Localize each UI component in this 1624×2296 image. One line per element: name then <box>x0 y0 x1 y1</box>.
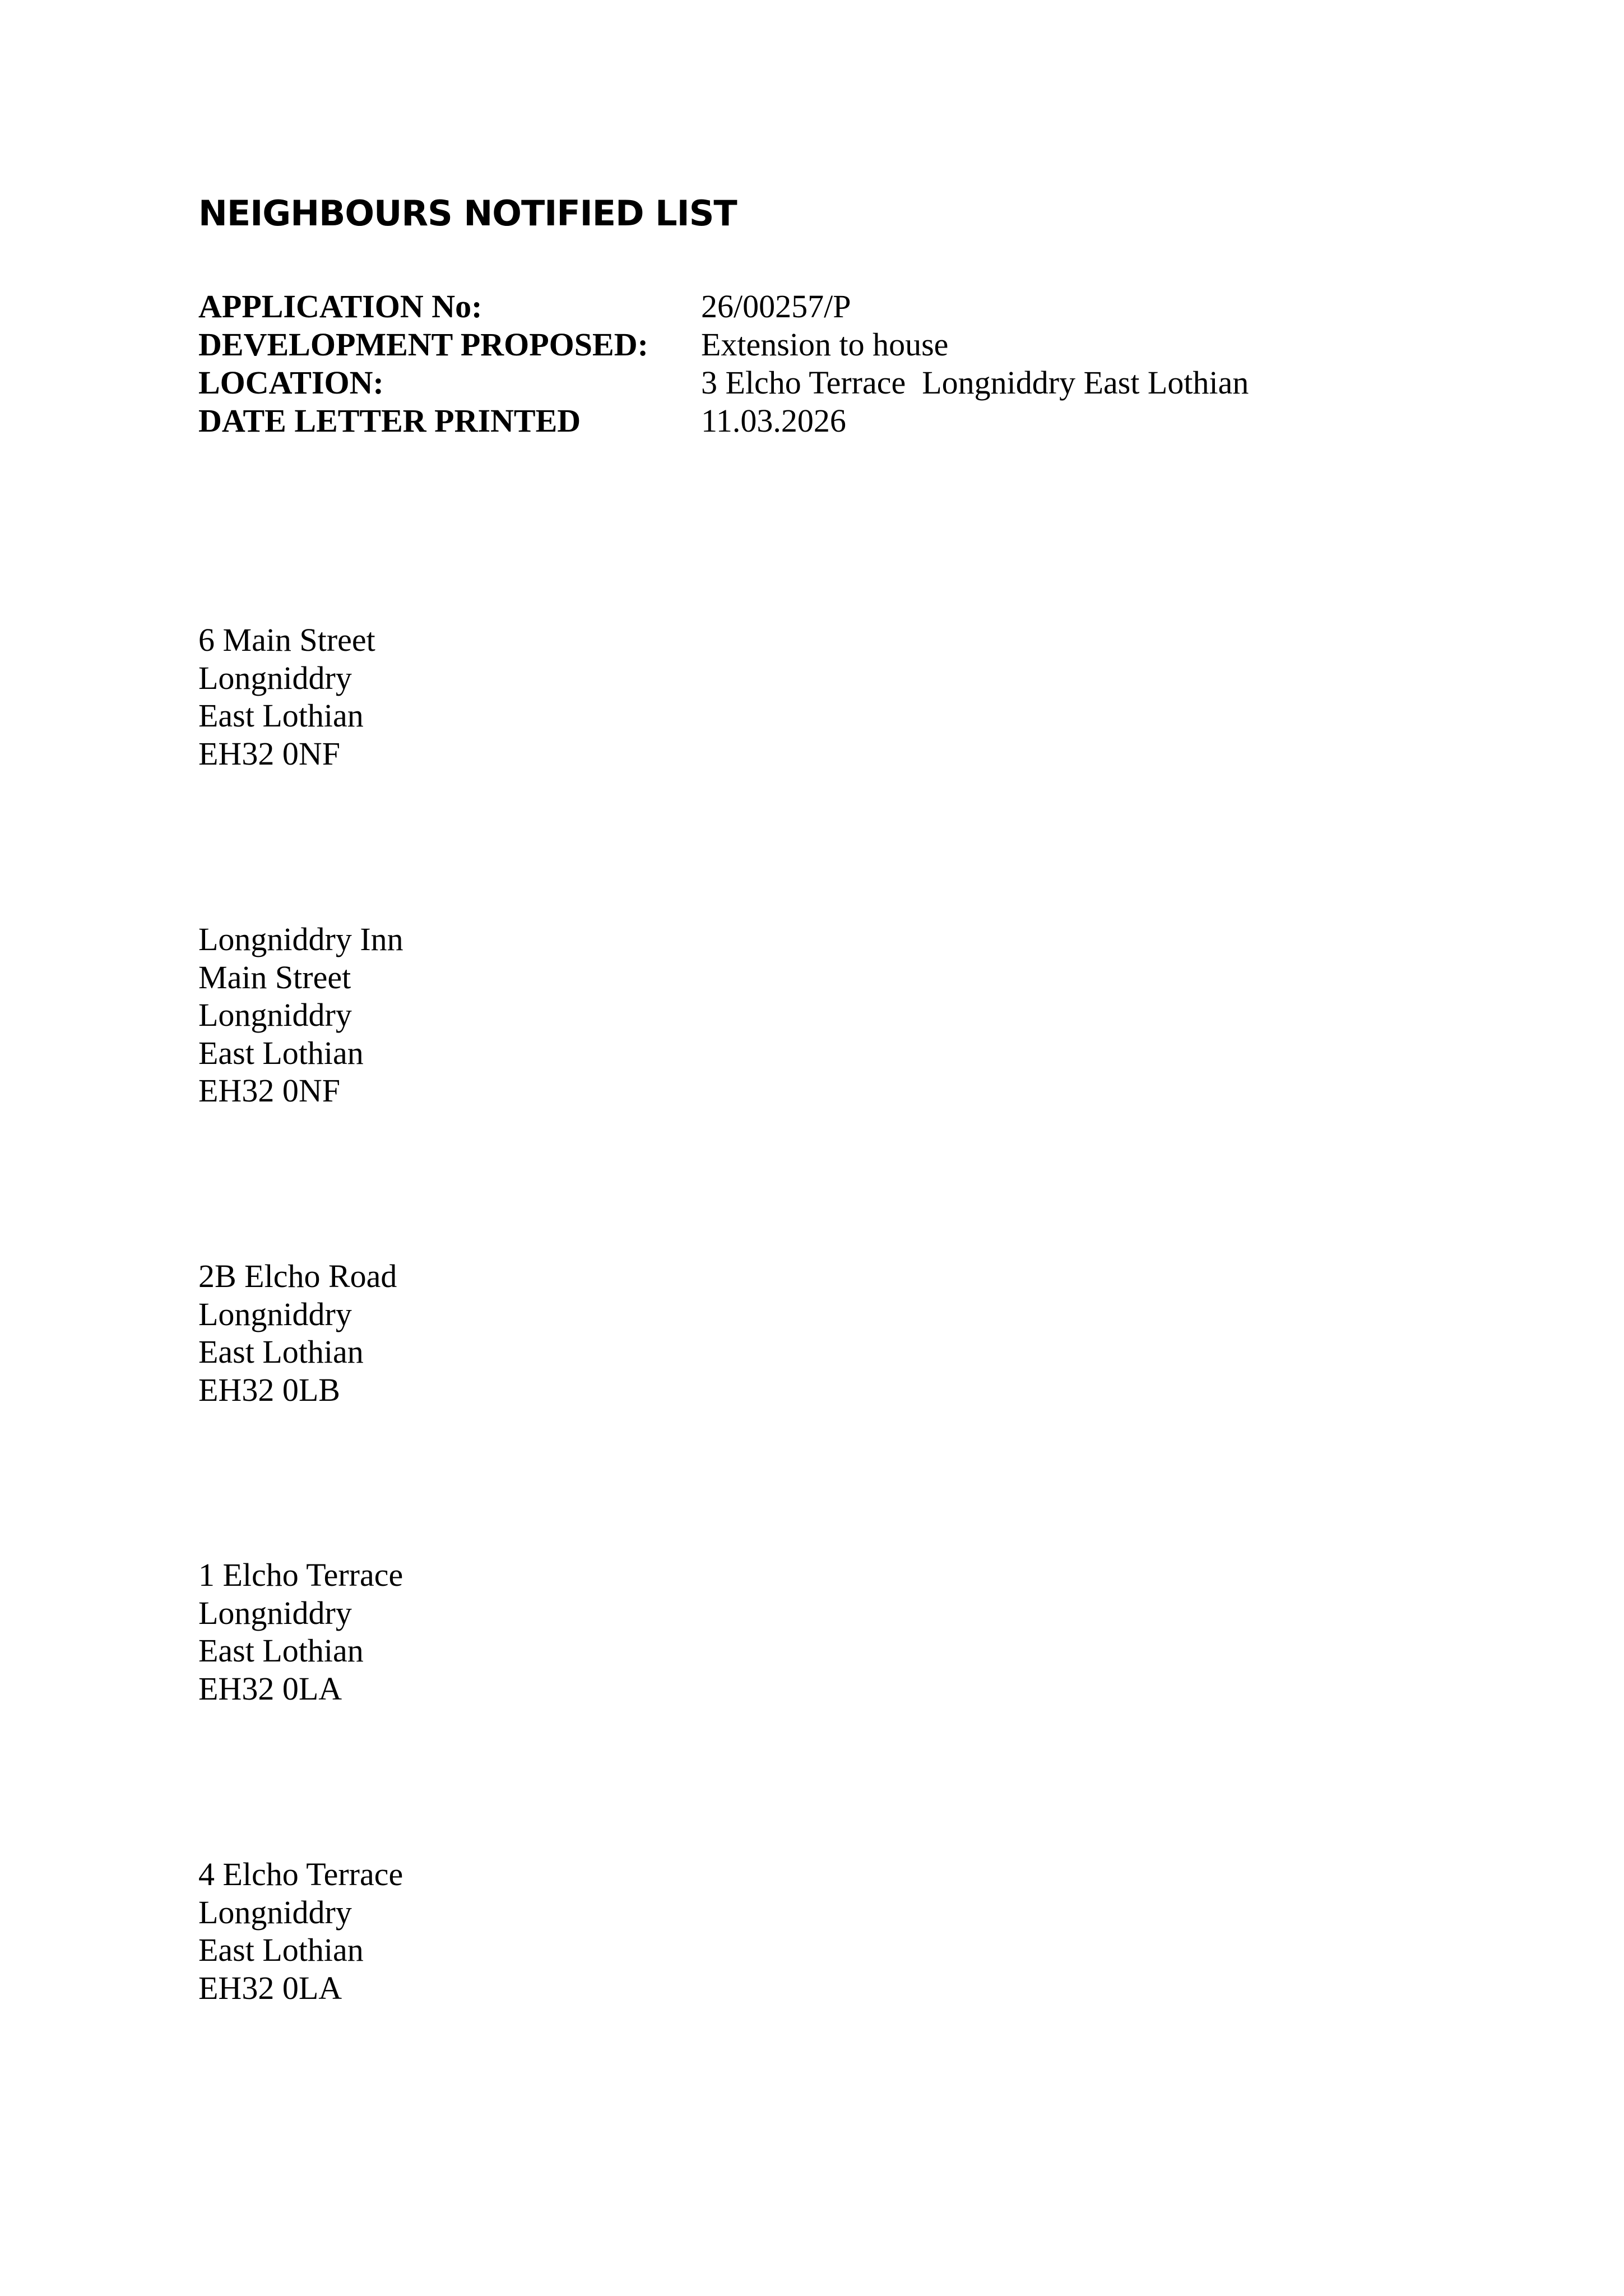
address-line: East Lothian <box>198 1034 364 1071</box>
address-line: Longniddry <box>198 997 352 1033</box>
address-line: EH32 0LA <box>198 1670 342 1707</box>
address-block <box>198 621 375 772</box>
address-line: East Lothian <box>198 1932 364 1968</box>
address-line: 6 Main Street <box>198 622 375 658</box>
field-value: Extension to house <box>701 326 949 363</box>
address-line: 2B Elcho Road <box>198 1258 397 1294</box>
address-line: Longniddry <box>198 1594 352 1631</box>
address-line: Longniddry Inn <box>198 921 403 957</box>
address-line: EH32 0LB <box>198 1371 340 1408</box>
field-label: DEVELOPMENT PROPOSED: <box>198 326 648 363</box>
field-label: DATE LETTER PRINTED <box>198 402 581 439</box>
field-label: APPLICATION No: <box>198 288 482 325</box>
address-line: East Lothian <box>198 697 364 734</box>
address-line: EH32 0LA <box>198 1969 342 2006</box>
address-line: Longniddry <box>198 1295 352 1332</box>
address-line: EH32 0NF <box>198 735 340 772</box>
field-label: LOCATION: <box>198 364 384 401</box>
field-value: 26/00257/P <box>701 288 851 325</box>
address-line: 4 Elcho Terrace <box>198 1856 403 1892</box>
address-line: East Lothian <box>198 1632 364 1669</box>
address-line: 1 Elcho Terrace <box>198 1557 403 1593</box>
address-line: Longniddry <box>198 1894 352 1931</box>
address-block <box>198 1855 403 2007</box>
address-line: Longniddry <box>198 659 352 696</box>
field-value: 11.03.2026 <box>701 402 846 439</box>
address-block <box>198 1556 403 1707</box>
field-value: 3 Elcho Terrace Longniddry East Lothian <box>701 364 1249 401</box>
address-block <box>198 920 403 1110</box>
address-line: EH32 0NF <box>198 1072 340 1109</box>
address-block <box>198 1257 397 1409</box>
page-title: NEIGHBOURS NOTIFIED LIST <box>198 193 737 234</box>
address-line: Main Street <box>198 959 351 996</box>
address-line: East Lothian <box>198 1334 364 1370</box>
